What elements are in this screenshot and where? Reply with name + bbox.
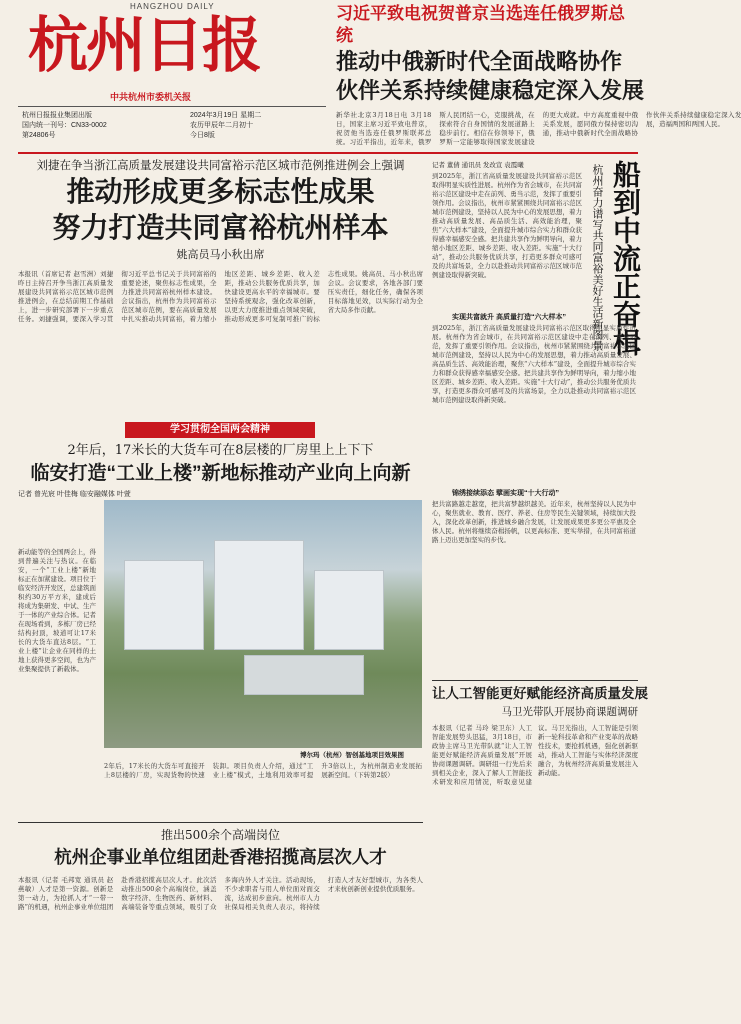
side-subhead-2: 锦绣接续添态 擘画实现“十大行动” [452, 490, 559, 497]
photo-caption: 博尔玛（杭州）智创基地项目效果图 [300, 752, 404, 759]
side-body: 到2025年，浙江省高质量发展建设共同富裕示范区取得明显实质性进展。杭州作为省会城市，在共同富裕示范区建设中走在前列、勇当示范，发挥了重要引领作用。会议指出，杭州市紧紧围绕共同富裕示范区城市范例建设，坚持以人民为中心的发展思想，着力推动高质量发展、高品质生活、高效能治理，聚焦“六大样本”建设，全面提升城市综合实力和群众获得感幸福感安全感。把共建共享作为鲜明导向，着力缩小地区差距、城乡差距、收入差距。实施“十大行动”，推动公共服务优质共享，打造更多群众可感可及的共富场景，全力以赴推动共同富裕示范区城市范例建设取得新突破。 [432, 172, 582, 279]
building [244, 655, 364, 695]
masthead-en: HANGZHOU DAILY [130, 2, 215, 11]
lead-kicker: 习近平致电祝贺普京当选连任俄罗斯总统 [336, 4, 625, 45]
publisher-line: 杭州日报报业集团出版 [22, 112, 92, 119]
section-bar: 学习贯彻全国两会精神 [125, 422, 315, 438]
story1-title-1: 推动形成更多标志性成果 [66, 176, 375, 207]
story-common-prosperity [18, 158, 423, 398]
party-organ-label: 中共杭州市委机关报 [110, 92, 192, 102]
rendering-photo [104, 500, 422, 748]
story2-body-2: 2年后，17米长的大货车可直接开上8层楼的厂房，实现货物的快速装卸。项目负责人介绍，通过“工业上楼”模式，土地利用效率可提升3倍以上，为杭州制造业发展拓展新空间。（下转第2版） [104, 762, 422, 779]
story4-title: 让人工智能更好赋能经济高质量发展 [432, 686, 648, 701]
divider [18, 822, 423, 823]
side-bylines: 记者 董倩 通讯员 发改宣 袁霞曦 [432, 162, 524, 169]
story2-kicker: 2年后，17米长的大货车可在8层楼的厂房里上上下下 [67, 443, 374, 458]
story-industry-upstairs [18, 442, 423, 500]
newspaper-logo: 杭州日报 [28, 11, 260, 81]
story-hk-talent [18, 826, 423, 1018]
lead-story [336, 3, 741, 155]
issue-info [18, 106, 326, 148]
story3-title: 杭州企事业单位组团赴香港招揽高层次人才 [54, 847, 387, 867]
story2-bylines: 记者 曾光宸 叶佳梅 临安融媒体 叶萱 [18, 491, 131, 498]
story-ai [432, 684, 648, 1024]
story2-body: 新动能等的全国两会上，得到普遍关注与热议。在临安，一个“工业上楼”新地标正在加紧建设。项目位于临安经济开发区，总建筑面积约30万平方米，建成后将成为集研发、中试、生产于一体的产业综合体。记者在现场看到，多栋厂房已经结构封顶，坡道可让17米长的大货车直达8层。“工业上楼”让企业在同样的土地上获得更多空间，也为产业集聚提供了新载体。 [18, 548, 96, 673]
page-count: 今日8版 [190, 132, 215, 139]
side-subhead-1: 实现共富就升 高质量打造“六大样本” [452, 314, 566, 321]
date-info [190, 111, 261, 141]
story4-byline: 马卫光带队开展协商课题调研 [501, 706, 638, 718]
story1-body: 本报讯（首席记者 赵雪洲）刘捷昨日主持召开争当浙江高质量发展建设共同富裕示范区城市范例推进例会，在总结前期工作基础上，进一步研究部署下一步重点任务。刘捷强调，要深入学习贯彻习近平总书记关于共同富裕的重要论述，聚焦标志性成果，全力推进共同富裕杭州样本建设。会议指出，杭州作为共同富裕示范区城市范例，要在高质量发展中扎实推动共同富裕，着力缩小地区差距、城乡差距、收入差距，推动公共服务优质共享，加快建设更高水平的幸福城市。要坚持系统观念，强化改革创新，以更大力度推进重点领域突破，推动形成更多可复制可推广的标志性成果。姚高员、马小秋出席会议。会议要求，各地各部门要压实责任，细化任务，确保各项目标落地见效，以实际行动为全省大局多作贡献。 [18, 270, 423, 323]
side-vertical-subtitle: 杭州奋力谱写共同富裕美好生活新图景 [591, 164, 604, 351]
lunar-date: 农历甲辰年二月初十 [190, 122, 253, 129]
side-body-2: 把共富路越走越宽，把共富梦越织越美。近年来，杭州坚持以人民为中心，聚焦就业、教育、医疗、养老、住房等民生关键领域，持续加大投入，深化改革创新，推进城乡融合发展，让发展成果更多更公平惠及全体人民。杭州将继续奋楫扬帆，以更高标准、更实举措，在共同富裕道路上迈出更加坚实的步伐。 [432, 500, 636, 544]
publisher-info [22, 111, 107, 141]
story4-body: 本报讯（记者 马玲 梁卫东）人工智能发展势头迅猛，3月18日，市政协主席马卫光带队就“让人工智能更好赋能经济高质量发展”开展协商课题调研。调研组一行先后来到相关企业，深入了解人工智能技术研发和应用情况，听取意见建议。马卫光指出，人工智能是引领新一轮科技革命和产业变革的战略性技术，要抢抓机遇，强化创新驱动，推动人工智能与实体经济深度融合，为杭州经济高质量发展注入新动能。 [432, 724, 638, 786]
date-line: 2024年3月19日 星期二 [190, 112, 262, 119]
building [214, 540, 304, 650]
story1-byline: 姚高员马小秋出席 [176, 249, 265, 261]
side-vertical-title: 船到中流正奋楫 [609, 160, 642, 356]
story3-body: 本报讯（记者 毛邦宽 通讯员 赵燕敏）人才是第一资源。创新是第一动力，为抢抓人才“一带一路”的机遇，杭州企事业单位组团赴香港招揽高层次人才。此次活动推出500余个高端岗位，涵盖数字经济、生物医药、新材料、高端装备等重点领域，吸引了众多海内外人才关注。活动现场，不少求职者与用人单位面对面交流，达成初步意向。杭州市人力社保局相关负责人表示，将持续打造人才友好型城市，为各类人才来杭创新创业提供优质服务。 [18, 876, 423, 911]
side-body-cont: 到2025年，浙江省高质量发展建设共同富裕示范区取得明显实质性进展。杭州作为省会城市，在共同富裕示范区建设中走在前列、勇当示范，发挥了重要引领作用。会议指出，杭州市紧紧围绕共同富裕示范区城市范例建设，坚持以人民为中心的发展思想，着力推动高质量发展、高品质生活、高效能治理，聚焦“六大样本”建设，全面提升城市综合实力和群众获得感幸福感安全感。把共建共享作为鲜明导向，着力缩小地区差距、城乡差距、收入差距。实施“十大行动”，推动公共服务优质共享，打造更多群众可感可及的共富场景，全力以赴推动共同富裕示范区城市范例建设取得新突破。 [432, 324, 636, 404]
story3-kicker: 推出500余个高端岗位 [161, 828, 280, 842]
lead-title-1: 推动中俄新时代全面战略协作 [336, 49, 623, 74]
story2-title: 临安打造“工业上楼”新地标推动产业向上向新 [30, 463, 411, 484]
building [124, 560, 204, 650]
story1-kicker: 刘捷在争当浙江高质量发展建设共同富裕示范区城市范例推进例会上强调 [36, 160, 405, 172]
story1-title-2: 努力打造共同富裕杭州样本 [52, 212, 389, 243]
issue-number: 第24806号 [22, 132, 56, 139]
divider [432, 680, 638, 681]
lead-body: 新华社北京3月18日电 3月18日，国家主席习近平致电普京，祝贺他当选连任俄罗斯联邦总统。习近平指出，近年来，俄罗斯人民团结一心，克服挑战，在探索符合自身国情的发展道路上稳步前行。相信在你领导下，俄罗斯一定能够取得国家发展建设的更大成就。中方高度重视中俄关系发展，愿同俄方保持密切沟通，推动中俄新时代全面战略协作伙伴关系持续健康稳定深入发展，造福两国和两国人民。 [336, 111, 741, 146]
lead-title-2: 伙伴关系持续健康稳定深入发展 [336, 78, 645, 103]
cn-number: 国内统一刊号：CN33-0002 [22, 122, 107, 129]
building [314, 570, 384, 650]
masthead-divider [18, 152, 638, 154]
